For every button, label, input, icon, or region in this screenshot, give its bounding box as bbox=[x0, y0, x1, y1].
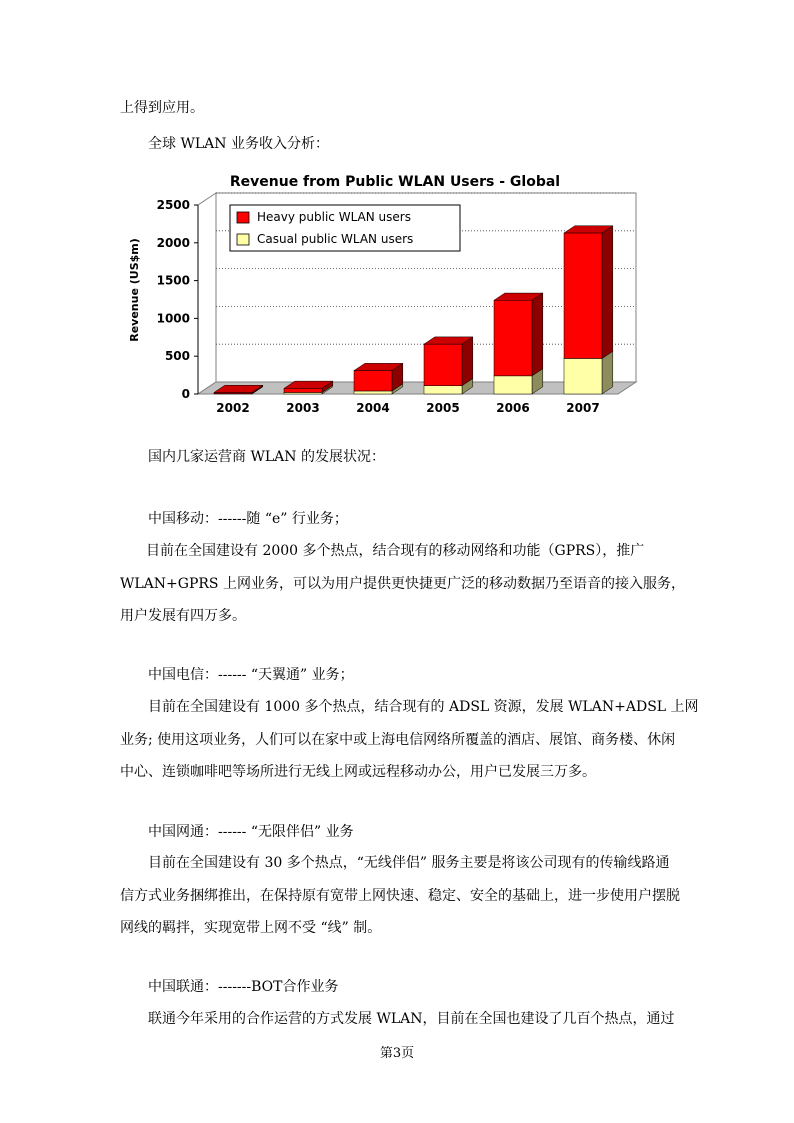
text-line-global: 全球 WLAN 业务收入分析： bbox=[148, 136, 329, 152]
revenue-chart bbox=[120, 165, 640, 427]
chart-y-axis-label: Revenue (US$m) bbox=[128, 238, 141, 342]
unicom-heading: 中国联通：-------BOT合作业务 bbox=[148, 979, 339, 995]
y-tick-label: 500 bbox=[164, 349, 190, 364]
legend-label-casual: Casual public WLAN users bbox=[257, 232, 414, 246]
legend-swatch-heavy bbox=[237, 212, 249, 223]
mobile-line-1: 目前在全国建设有 2000 多个热点，结合现有的移动网络和功能（GPRS），推广 bbox=[146, 543, 645, 559]
y-tick-label: 2500 bbox=[156, 198, 190, 212]
telecom-heading: 中国电信：------ “天翼通” 业务； bbox=[148, 667, 354, 683]
y-tick-label: 2000 bbox=[156, 235, 190, 250]
y-tick-label: 1500 bbox=[156, 273, 190, 288]
y-tick-label: 1000 bbox=[156, 311, 190, 326]
bar-casual bbox=[424, 386, 462, 394]
x-tick-label: 2003 bbox=[286, 401, 320, 415]
unicom-line-1: 联通今年采用的合作运营的方式发展 WLAN，目前在全国也建设了几百个热点，通过 bbox=[148, 1011, 675, 1027]
y-tick-label: 0 bbox=[181, 387, 190, 401]
mobile-paragraph bbox=[120, 541, 685, 639]
x-tick-label: 2005 bbox=[426, 401, 460, 415]
mobile-line-2: WLAN+GPRS 上网业务，可以为用户提供更快捷更广泛的移动数据乃至语音的接入服务， bbox=[120, 575, 685, 592]
mobile-line-3: 用户发展有四万多。 bbox=[120, 608, 246, 624]
page-number: 第3页 bbox=[379, 1046, 415, 1061]
bar-heavy bbox=[284, 388, 322, 392]
bar-casual bbox=[354, 391, 392, 394]
netcom-line-1: 目前在全国建设有 30 多个热点，“无线伴侣” 服务主要是将该公司现有的传输线路通 bbox=[148, 855, 670, 871]
text-line-top: 上得到应用。 bbox=[120, 100, 204, 116]
netcom-heading: 中国网通：------ “无限伴侣” 业务 bbox=[148, 824, 354, 840]
netcom-paragraph bbox=[120, 853, 680, 951]
bar-heavy-side bbox=[602, 226, 613, 359]
netcom-line-2: 信方式业务捆绑推出，在保持原有宽带上网快速、稳定、安全的基础上，进一步使用户摆脱 bbox=[120, 887, 680, 904]
bar-heavy bbox=[494, 300, 532, 376]
chart-legend bbox=[230, 205, 460, 251]
bar-heavy-side bbox=[462, 337, 473, 386]
x-tick-label: 2006 bbox=[496, 401, 530, 415]
text-line-domestic: 国内几家运营商 WLAN 的发展状况： bbox=[148, 449, 385, 465]
bar-heavy bbox=[424, 344, 462, 386]
bar-heavy bbox=[354, 371, 392, 391]
bar-casual bbox=[564, 358, 602, 394]
telecom-line-1: 目前在全国建设有 1000 多个热点，结合现有的 ADSL 资源，发展 WLAN+ADSL 上网 bbox=[148, 699, 699, 715]
bar-heavy-side bbox=[532, 293, 543, 376]
x-tick-label: 2002 bbox=[216, 401, 250, 415]
bar-heavy bbox=[564, 233, 602, 358]
bar-casual bbox=[494, 376, 532, 394]
mobile-heading: 中国移动：------随 “e” 行业务； bbox=[148, 511, 348, 527]
telecom-line-2: 业务; 使用这项业务，人们可以在家中或上海电信网络所覆盖的酒店、展馆、商务楼、休闲 bbox=[120, 731, 676, 748]
legend-swatch-casual bbox=[237, 234, 249, 245]
telecom-line-3: 中心、连锁咖啡吧等场所进行无线上网或远程移动办公，用户已发展三万多。 bbox=[120, 764, 596, 780]
chart-side-wall bbox=[198, 193, 216, 394]
netcom-line-3: 网线的羁拌，实现宽带上网不受 “线” 制。 bbox=[120, 920, 382, 936]
telecom-paragraph bbox=[120, 697, 699, 795]
chart-title: Revenue from Public WLAN Users - Global bbox=[229, 174, 561, 190]
x-tick-label: 2004 bbox=[356, 401, 390, 415]
unicom-paragraph bbox=[120, 1009, 676, 1042]
legend-label-heavy: Heavy public WLAN users bbox=[257, 210, 411, 224]
x-tick-label: 2007 bbox=[566, 401, 600, 415]
